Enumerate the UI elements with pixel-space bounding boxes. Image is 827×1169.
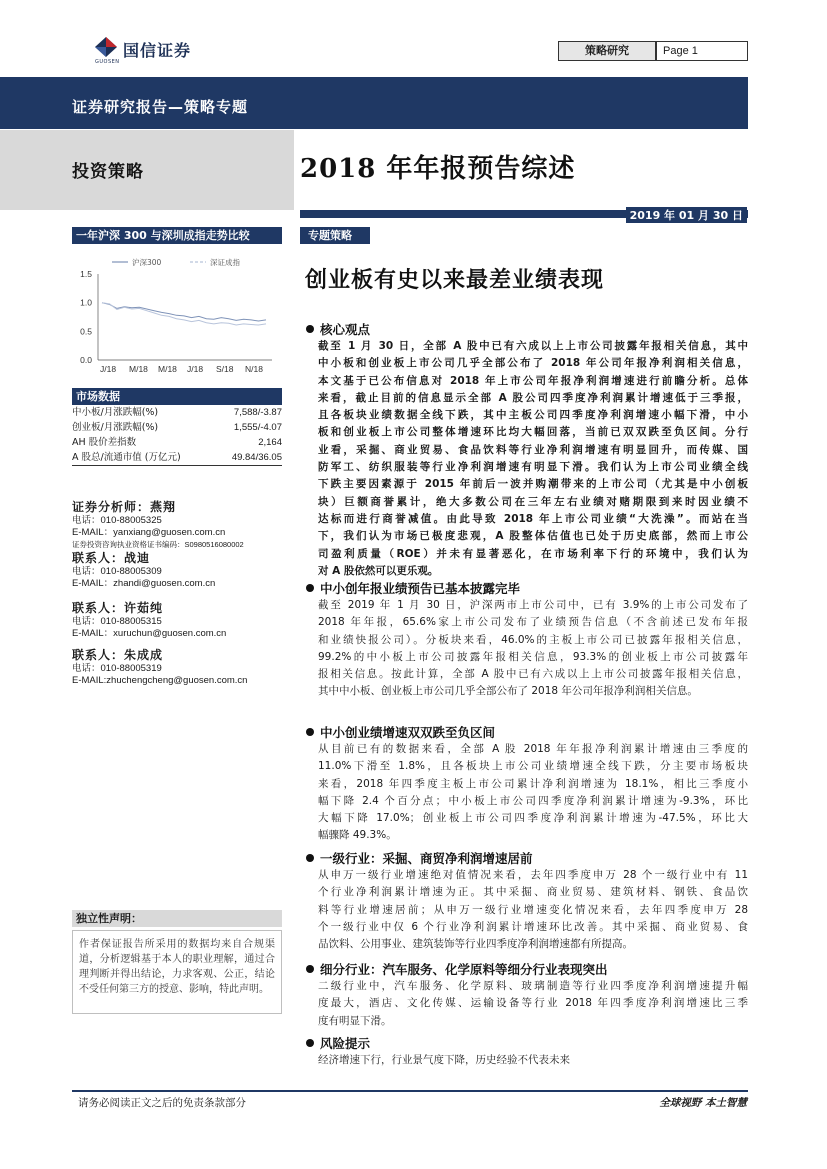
index-trend-chart bbox=[72, 246, 282, 378]
paragraph-line: 下跌主要因素源于 2015 年前后一波并购潮带来的上市公司（尤其是中小创板 bbox=[318, 478, 748, 491]
paragraph-line: 度有明显下滑。 bbox=[318, 1014, 392, 1027]
paragraph-line: 截至 2019 年 1 月 30 日，沪深两市上市公司中，已有 3.9%的上市公司发布了 bbox=[318, 599, 748, 611]
section-label: 投资策略 bbox=[72, 162, 144, 182]
paragraph-line: 从申万一级行业增速绝对值情况来看，去年四季度申万 28 个一级行业中有 11 bbox=[318, 869, 748, 881]
section-paragraph bbox=[318, 978, 748, 1030]
market-data-row bbox=[72, 435, 282, 450]
paragraph-line: 个行业净利润累计增速为正。其中采掘、商业贸易、建筑材料、钢铁、食品饮 bbox=[318, 886, 748, 899]
footer-rule bbox=[72, 1090, 748, 1092]
analyst-email[interactable]: E-MAIL：yanxiang@guosen.com.cn bbox=[72, 527, 226, 538]
analyst-phone: 电话：010-88005325 bbox=[72, 515, 162, 526]
paragraph-line: 防军工、纺织服装等行业净利润增速有明显下滑。我们认为上市公司业绩全线 bbox=[318, 461, 748, 474]
paragraph-line: 11.0%下滑至 1.8%，且各板块上市公司业绩增速全线下跌，分主要市场板块 bbox=[318, 760, 748, 773]
paragraph-line: 司盈利质量（ROE）并未有显著恶化，在市场利率下行的环境中，我们认为 bbox=[318, 547, 748, 560]
legend-label: 沪深300 bbox=[132, 258, 162, 267]
paragraph-line: 中小板和创业板上市公司几乎全部公布了 2018 年公司年报净利润相关信息， bbox=[318, 357, 748, 370]
paragraph-line: 大幅下降 17.0%；创业板上市公司四季度净利润累计增速为-47.5%，环比大 bbox=[318, 812, 748, 825]
report-title: 2018 年年报预告综述 bbox=[300, 154, 576, 184]
y-tick-label: 0.0 bbox=[80, 355, 92, 365]
market-data-value: 7,588/-3.87 bbox=[233, 407, 282, 418]
analyst-license: 证券投资咨询执业资格证书编码：S0980516080002 bbox=[72, 540, 244, 549]
footer-notice: 请务必阅读正文之后的免责条款部分 bbox=[78, 1097, 246, 1109]
x-tick-label: M/18 bbox=[129, 364, 148, 374]
analyst-phone: 电话：010-88005309 bbox=[72, 566, 162, 577]
paragraph-line: 来看，2018 年四季度主板上市公司累计净利润增速为 18.1%，相比三季度小 bbox=[318, 777, 748, 790]
section-paragraph bbox=[318, 741, 748, 845]
logo-en-text: GUOSEN bbox=[95, 59, 120, 65]
analyst-card bbox=[72, 551, 287, 590]
market-data-value: 2,164 bbox=[258, 437, 282, 448]
logo-text: 国信证券 bbox=[123, 41, 192, 60]
paragraph-line: 个一级行业中仅 6 个行业净利润累计增速环比改善。其中采掘、商业贸易、食 bbox=[318, 920, 748, 933]
legend-label: 深证成指 bbox=[210, 258, 240, 267]
analyst-name: 联系人：战迪 bbox=[72, 551, 151, 565]
disclaimer-text: 作者保证报告所采用的数据均来自合规渠道，分析逻辑基于本人的职业理解，通过合理判断并得出结论，力求客观、公正，结论不受任何第三方的授意、影响，特此声明。 bbox=[72, 930, 282, 1014]
section-title bbox=[306, 960, 608, 978]
section-paragraph bbox=[318, 867, 748, 953]
section-title bbox=[306, 579, 520, 597]
paragraph-line: 经济增速下行，行业景气度下降，历史经验不代表未来 bbox=[318, 1054, 570, 1066]
market-data-label: 创业板/月涨跌幅(%) bbox=[72, 422, 159, 433]
bullet-icon bbox=[306, 854, 314, 862]
paragraph-line: 且各板块业绩数据全线下跌，其中主板公司四季度净利润增速小幅下滑，中小 bbox=[318, 409, 748, 422]
analyst-phone: 电话：010-88005315 bbox=[72, 616, 162, 627]
analyst-card bbox=[72, 601, 287, 640]
y-tick-label: 1.0 bbox=[80, 297, 92, 308]
paragraph-line: 品饮料、公用事业、建筑装饰等行业四季度净利润增速都有所提高。 bbox=[318, 938, 633, 951]
headline: 创业板有史以来最差业绩表现 bbox=[305, 267, 605, 293]
analyst-phone: 电话：010-88005319 bbox=[72, 663, 162, 674]
paragraph-line: 下，我们认为市场已极度悲观，A 股整体估值也已处于历史底部，然而上市公 bbox=[318, 530, 748, 543]
section-title-text: 风险提示 bbox=[320, 1036, 371, 1051]
paragraph-line: 块）巨额商誉累计，绝大多数公司在三年左右业绩对赌期限到来时因业绩不 bbox=[318, 495, 748, 508]
market-data-value: 1,555/-4.07 bbox=[233, 422, 282, 433]
section-title-text: 中小创业绩增速双双跌至负区间 bbox=[320, 725, 496, 740]
paragraph-line: 本文基于已公布信息对 2018 年上市公司年报净利润增速进行前瞻分析。总体 bbox=[318, 374, 748, 387]
section-paragraph bbox=[318, 338, 748, 580]
footer-slogan: 全球视野 本土智慧 bbox=[659, 1097, 747, 1109]
section-title bbox=[306, 320, 370, 338]
analyst-email[interactable]: E-MAIL：xuruchun@guosen.com.cn bbox=[72, 628, 227, 639]
bullet-icon bbox=[306, 728, 314, 736]
paragraph-line: 对 A 股依然可以更乐观。 bbox=[318, 564, 439, 577]
paragraph-line: 截至 1 月 30 日，全部 A 股中已有六成以上上市公司披露年报相关信息，其中 bbox=[318, 340, 748, 352]
paragraph-line: 来看，截止目前的信息显示全部 A 股公司四季度净利润累计增速低于三季报， bbox=[318, 391, 748, 404]
x-tick-label: J/18 bbox=[187, 364, 204, 374]
analyst-name: 证券分析师：燕翔 bbox=[72, 500, 177, 514]
market-data-label: 中小板/月涨跌幅(%) bbox=[72, 407, 159, 418]
analyst-email[interactable]: E-MAIL:zhuchengcheng@guosen.com.cn bbox=[72, 675, 248, 686]
report-type: 证券研究报告—策略专题 bbox=[72, 98, 249, 116]
section-title bbox=[306, 849, 533, 867]
report-date: 2019 年 01 月 30 日 bbox=[626, 207, 747, 223]
chart-box-title: 一年沪深 300 与深圳成指走势比较 bbox=[72, 227, 282, 244]
market-data-row bbox=[72, 420, 282, 435]
bullet-icon bbox=[306, 584, 314, 592]
section-label-box bbox=[0, 130, 294, 210]
paragraph-line: 报相关信息。按此计算，全部 A 股中已有六成以上上市公司披露年报相关信息， bbox=[318, 668, 748, 681]
analyst-name: 联系人：朱成成 bbox=[72, 648, 164, 662]
market-data-row bbox=[72, 450, 282, 465]
paragraph-line: 板和创业板上市公司整体增速环比均大幅回落，当前已双双跌至负区间。分行 bbox=[318, 426, 748, 439]
section-paragraph bbox=[318, 1052, 748, 1069]
paragraph-line: 2018 年年报，65.6%家上市公司发布了业绩预告信息（不含前述已发布年报 bbox=[318, 616, 748, 629]
paragraph-line: 度最大，酒店、文化传媒、运输设备等行业 2018 年四季度净利润增速比三季 bbox=[318, 997, 748, 1010]
y-tick-label: 0.5 bbox=[80, 326, 92, 337]
guosen-logo-icon bbox=[93, 34, 119, 60]
y-tick-label: 1.5 bbox=[80, 269, 92, 279]
analyst-card bbox=[72, 500, 287, 551]
analyst-email[interactable]: E-MAIL：zhandi@guosen.com.cn bbox=[72, 578, 216, 589]
x-tick-label: J/18 bbox=[100, 364, 117, 374]
disclaimer-title: 独立性声明： bbox=[72, 910, 282, 927]
market-data-label: AH 股价差指数 bbox=[72, 437, 137, 448]
paragraph-line: 二级行业中，汽车服务、化学原料、玻璃制造等行业四季度净利润增速提升幅 bbox=[318, 980, 748, 992]
section-title-text: 一级行业：采掘、商贸净利润增速居前 bbox=[320, 851, 533, 866]
topic-tag: 专题策略 bbox=[300, 227, 370, 244]
paragraph-line: 业看，采掘、商业贸易、食品饮料等行业净利润增速有明显回升，而传媒、国 bbox=[318, 443, 748, 456]
section-paragraph bbox=[318, 597, 748, 701]
market-data-value: 49.84/36.05 bbox=[231, 452, 282, 463]
x-tick-label: M/18 bbox=[158, 364, 177, 374]
market-data-row bbox=[72, 405, 282, 420]
market-data-label: A 股总/流通市值 (万亿元) bbox=[72, 452, 181, 463]
paragraph-line: 99.2%的中小板上市公司披露年报相关信息，93.3%的创业板上市公司披露年 bbox=[318, 650, 748, 663]
series-line-szcz bbox=[102, 303, 266, 325]
section-title bbox=[306, 723, 495, 741]
bullet-icon bbox=[306, 325, 314, 333]
section-title bbox=[306, 1034, 370, 1052]
header-page-number: Page 1 bbox=[656, 41, 748, 61]
series-line-hs300 bbox=[102, 303, 266, 321]
bullet-icon bbox=[306, 965, 314, 973]
paragraph-line: 和业绩快报公司）。分板块来看，46.0%的主板上市公司已披露年报相关信息， bbox=[318, 633, 748, 646]
market-data-title: 市场数据 bbox=[72, 388, 282, 405]
market-data-table bbox=[72, 405, 282, 465]
paragraph-line: 幅骤降 49.3%。 bbox=[318, 829, 397, 842]
analyst-name: 联系人：许茹纯 bbox=[72, 601, 164, 615]
header-category: 策略研究 bbox=[558, 41, 656, 61]
section-title-text: 中小创年报业绩预告已基本披露完毕 bbox=[320, 581, 521, 596]
bullet-icon bbox=[306, 1039, 314, 1047]
x-tick-label: N/18 bbox=[245, 364, 263, 374]
section-title-text: 核心观点 bbox=[320, 322, 371, 337]
section-title-text: 细分行业：汽车服务、化学原料等细分行业表现突出 bbox=[320, 962, 608, 977]
analyst-card bbox=[72, 648, 287, 687]
x-tick-label: S/18 bbox=[216, 364, 234, 374]
paragraph-line: 料等行业增速居前；从申万一级行业增速变化情况来看，去年四季度申万 28 bbox=[318, 903, 748, 916]
paragraph-line: 其中中小板、创业板上市公司几乎全部公布了 2018 年公司年报净利润相关信息。 bbox=[318, 685, 698, 698]
market-data-rule bbox=[72, 465, 282, 466]
paragraph-line: 从目前已有的数据来看，全部 A 股 2018 年年报净利润累计增速由三季度的 bbox=[318, 743, 748, 755]
paragraph-line: 幅下降 2.4 个百分点；中小板上市公司四季度净利润累计增速为-9.3%，环比 bbox=[318, 794, 748, 807]
paragraph-line: 达标而进行商誉减值。由此导致 2018 年上市公司业绩“大洗澡”。而站在当 bbox=[318, 512, 748, 525]
